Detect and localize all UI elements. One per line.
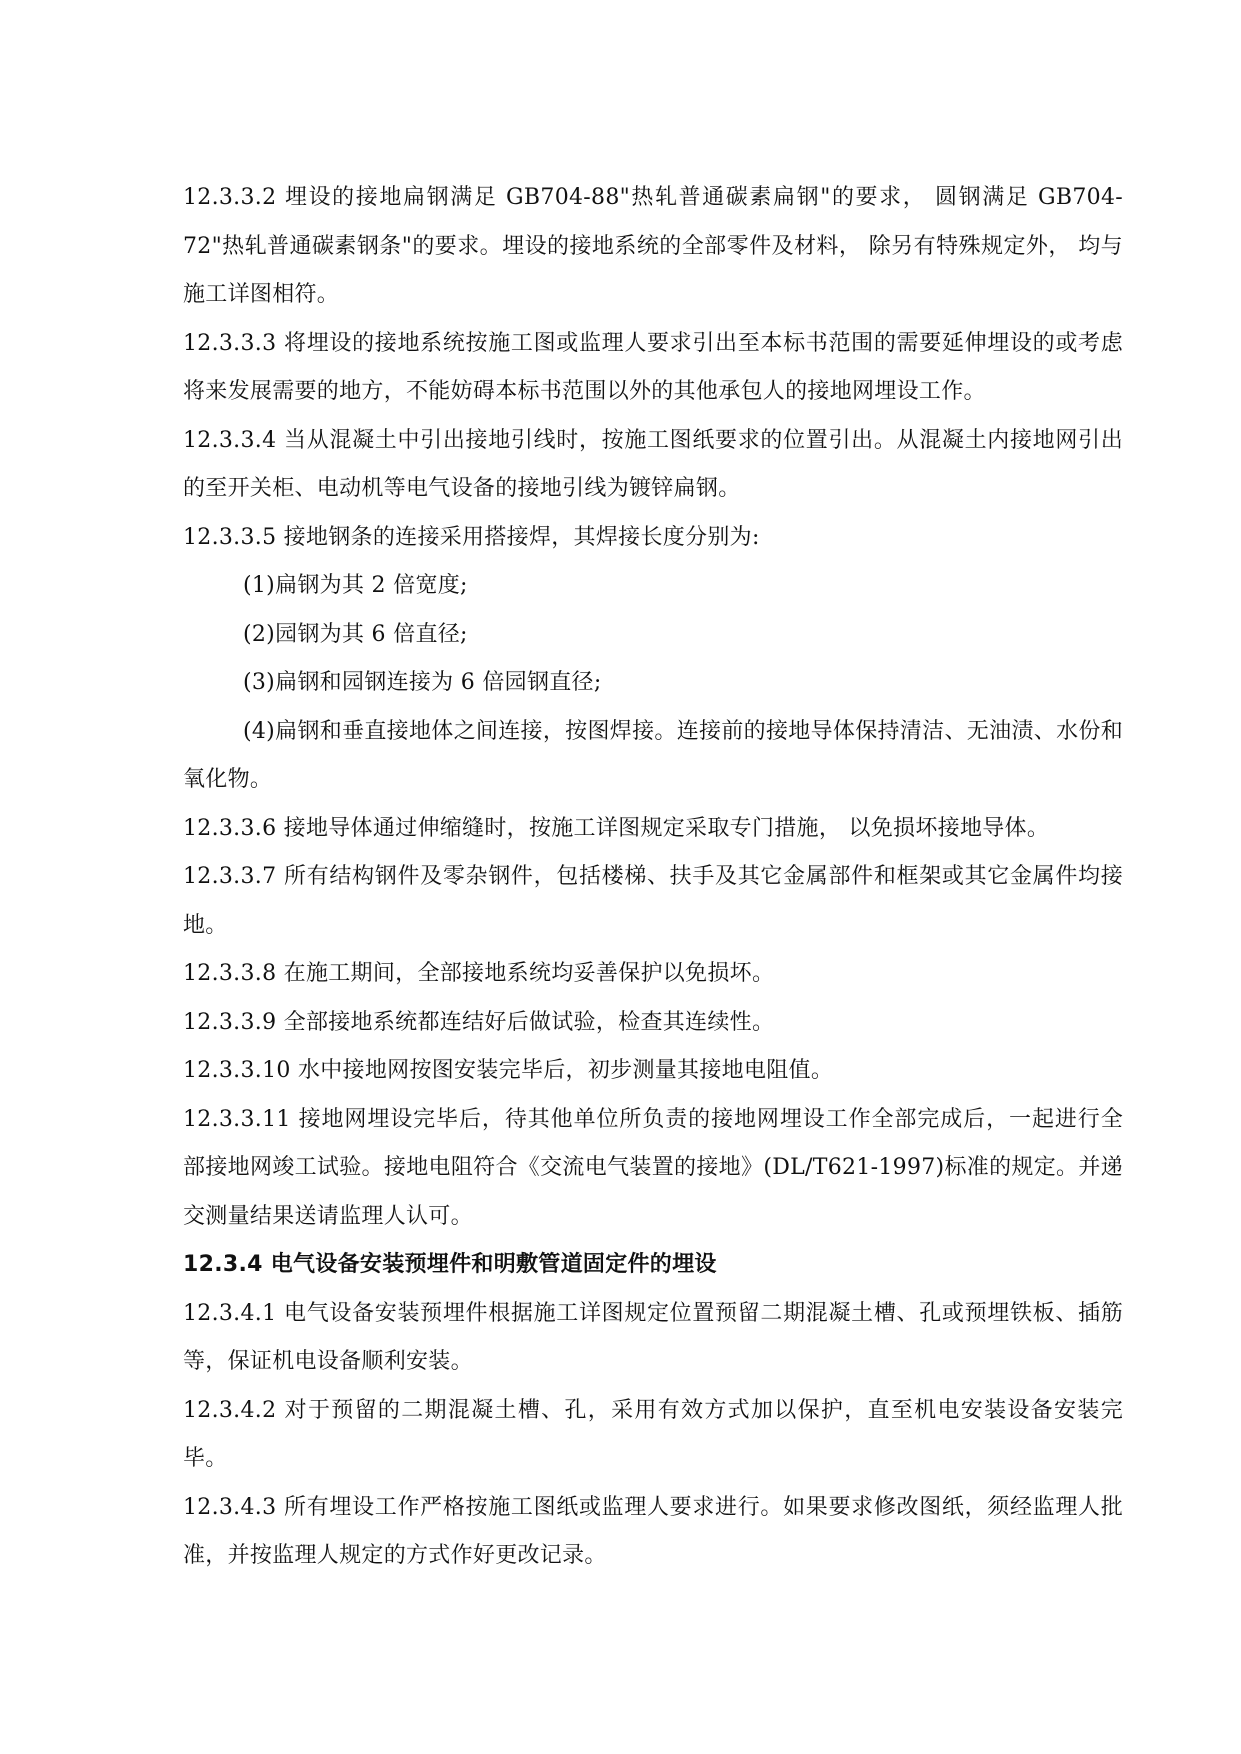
paragraph-12-3-4-2: 12.3.4.2 对于预留的二期混凝土槽、孔，采用有效方式加以保护，直至机电安装设备安装完毕。 [183,1397,1123,1471]
paragraph-12-3-3-9: 12.3.3.9 全部接地系统都连结好后做试验，检查其连续性。 [183,1009,775,1035]
paragraph-12-3-3-2: 12.3.3.2 埋设的接地扁钢满足 GB704-88"热轧普通碳素扁钢"的要求， 圆钢满足 GB704-72"热轧普通碳素钢条"的要求。埋设的接地系统的全部零件及材料， 除另有特殊规定外， 均与施工详图相符。 [183,185,1123,307]
paragraph-12-3-3-4: 12.3.3.4 当从混凝土中引出接地引线时，按施工图纸要求的位置引出。从混凝土内接地网引出的至开关柜、电动机等电气设备的接地引线为镀锌扁钢。 [183,427,1123,501]
document-body [183,174,1123,1581]
paragraph-12-3-3-10: 12.3.3.10 水中接地网按图安装完毕后，初步测量其接地电阻值。 [183,1058,834,1083]
paragraph-12-3-4-3: 12.3.4.3 所有埋设工作严格按施工图纸或监理人要求进行。如果要求修改图纸，须经监理人批准，并按监理人规定的方式作好更改记录。 [183,1494,1123,1568]
paragraph-12-3-3-11: 12.3.3.11 接地网埋设完毕后，待其他单位所负责的接地网埋设工作全部完成后，一起进行全部接地网竣工试验。接地电阻符合《交流电气装置的接地》(DL/T621-1997)标准的规定。并递交测量结果送请监理人认可。 [183,1106,1123,1229]
paragraph-12-3-3-5: 12.3.3.5 接地钢条的连接采用搭接焊，其焊接长度分别为: [183,524,760,550]
list-item-3: (3)扁钢和园钢连接为 6 倍园钢直径; [243,670,602,695]
list-item-2: (2)园钢为其 6 倍直径; [243,621,468,647]
paragraph-12-3-3-6: 12.3.3.6 接地导体通过伸缩缝时，按施工详图规定采取专门措施， 以免损坏接地导体。 [183,815,1050,841]
paragraph-12-3-3-7: 12.3.3.7 所有结构钢件及零杂钢件，包括楼梯、扶手及其它金属部件和框架或其它金属件均接地。 [183,864,1123,938]
paragraph-12-3-3-3: 12.3.3.3 将埋设的接地系统按施工图或监理人要求引出至本标书范围的需要延伸埋设的或考虑将来发展需要的地方，不能妨碍本标书范围以外的其他承包人的接地网埋设工作。 [183,330,1123,404]
list-item-1: (1)扁钢为其 2 倍宽度; [243,573,468,598]
section-heading-12-3-4: 12.3.4 电气设备安装预埋件和明敷管道固定件的埋设 [183,1252,717,1277]
paragraph-12-3-3-8: 12.3.3.8 在施工期间，全部接地系统均妥善保护以免损坏。 [183,961,775,986]
list-item-4: (4)扁钢和垂直接地体之间连接，按图焊接。连接前的接地导体保持清洁、无油渍、水份和氧化物。 [183,718,1123,792]
paragraph-12-3-4-1: 12.3.4.1 电气设备安装预埋件根据施工详图规定位置预留二期混凝土槽、孔或预埋铁板、插筋等，保证机电设备顺利安装。 [183,1300,1123,1374]
